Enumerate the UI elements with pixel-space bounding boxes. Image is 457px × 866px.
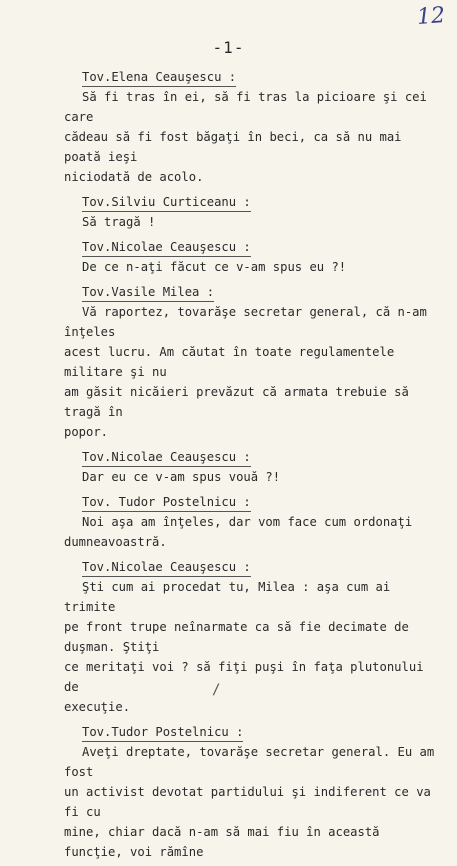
speech-line: De ce n-aţi făcut ce v-am spus eu ?!: [82, 260, 347, 274]
speech-block: [64, 281, 444, 442]
speech-block: [64, 491, 444, 552]
speaker-name: Tov.Silviu Curticeanu :: [82, 194, 251, 212]
speaker-name: Tov.Vasile Milea :: [82, 284, 214, 302]
speech-line: Să tragă !: [82, 215, 156, 229]
speech-line: Vă raportez, tovarăşe secretar general, că n-am înţeles: [64, 305, 427, 339]
transcript-body: [64, 66, 444, 866]
speech-line: am găsit nicăieri prevăzut că armata trebuie să tragă în: [64, 385, 409, 419]
speech-line: execuţie.: [64, 700, 131, 714]
speaker-name: Tov.Tudor Postelnicu :: [82, 724, 243, 742]
page-number: 12: [416, 3, 446, 30]
speech-line: Aveţi dreptate, tovarăşe secretar general. Eu am fost: [64, 745, 435, 779]
speech-line: Şti cum ai procedat tu, Milea : aşa cum ai trimite: [64, 580, 391, 614]
speech-block: [64, 191, 444, 232]
bottom-mark: /: [212, 682, 221, 698]
speech-line: mine, chiar dacă n-am să mai fiu în această funcţie, voi rămîne: [64, 825, 380, 859]
speech-line: acest lucru. Am căutat în toate regulamentele militare şi nu: [64, 345, 395, 379]
speech-block: [64, 556, 444, 717]
speaker-name: Tov.Nicolae Ceauşescu :: [82, 559, 251, 577]
speech-line: popor.: [64, 425, 109, 439]
speech-block: [64, 236, 444, 277]
speaker-name: Tov.Elena Ceauşescu :: [82, 69, 236, 87]
speech-line: niciodată de acolo.: [64, 170, 204, 184]
speech-block: [64, 446, 444, 487]
speech-line: pe front trupe neînarmate ca să fie decimate de duşman. Ştiţi: [64, 620, 409, 654]
speech-line: Să fi tras în ei, să fi tras la picioare şi cei care: [64, 90, 427, 124]
speaker-name: Tov.Nicolae Ceauşescu :: [82, 239, 251, 257]
speech-line: un activist devotat partidului şi indiferent ce va fi cu: [64, 785, 431, 819]
speaker-name: Tov. Tudor Postelnicu :: [82, 494, 251, 512]
speech-line: ce meritaţi voi ? să fiţi puşi în faţa plutonului de: [64, 660, 424, 694]
speech-line: cădeau să fi fost băgaţi în beci, ca să nu mai poată ieşi: [64, 130, 402, 164]
speech-block: [64, 721, 444, 862]
speech-line: Noi aşa am înţeles, dar vom face cum ordonaţi: [82, 515, 413, 529]
speech-line: dumneavoastră.: [64, 535, 167, 549]
speech-line: Dar eu ce v-am spus vouă ?!: [82, 470, 281, 484]
speaker-name: Tov.Nicolae Ceauşescu :: [82, 449, 251, 467]
page-marker: -1-: [212, 38, 245, 57]
speech-block: [64, 66, 444, 187]
